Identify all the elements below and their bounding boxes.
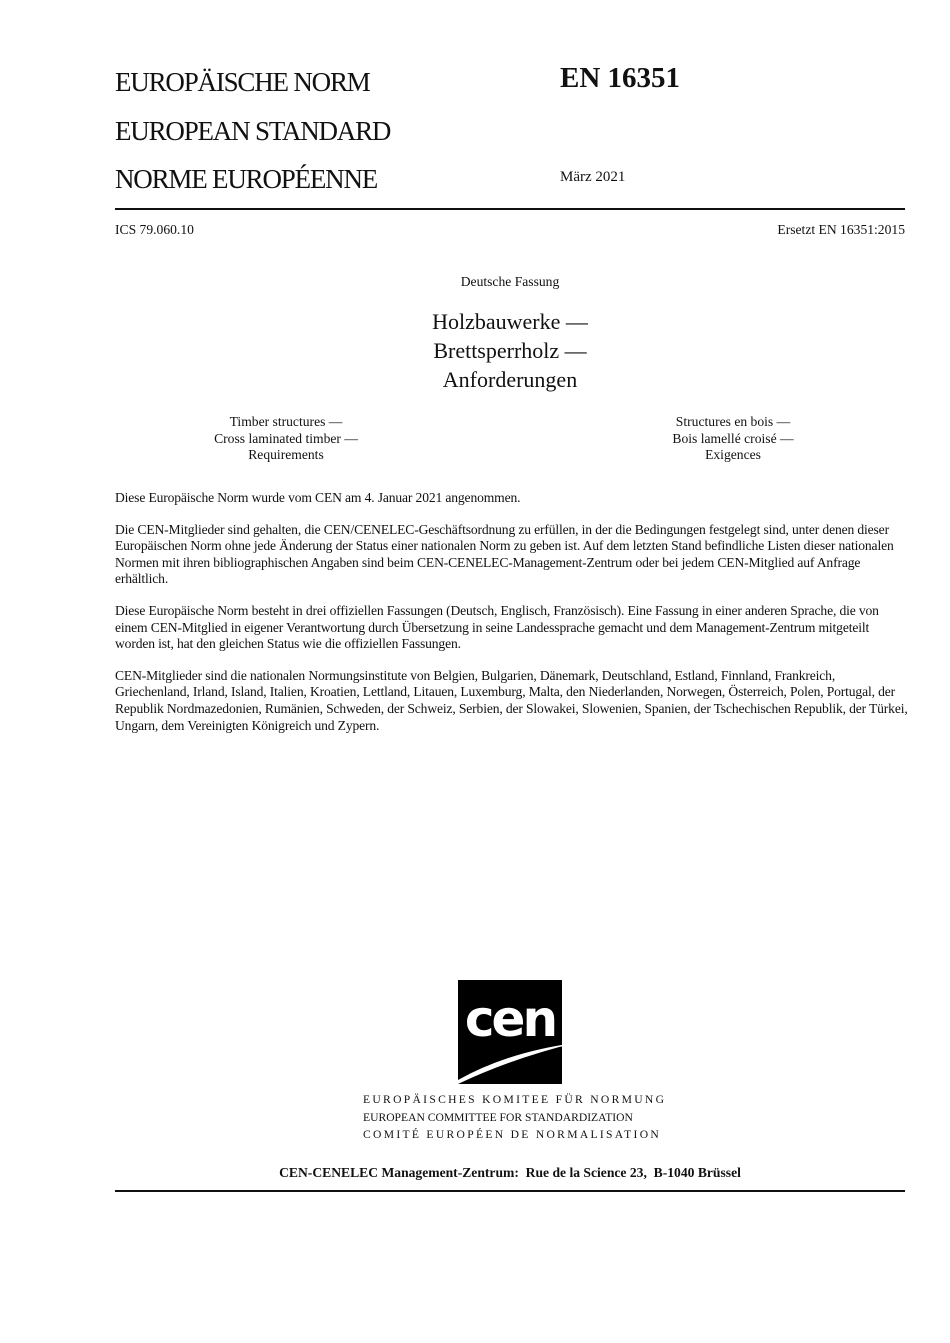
paragraph-member-list: CEN-Mitglieder sind die nationalen Normungsinstitute von Belgien, Bulgarien, Dänemark, Deutschland, Estland, Finnland, Frankreich, Griechenland, Irland, Island, Italien, Kroatien, Lettland, Litauen, Luxemburg, Malta, den Niederlanden, Norwegen, Österreich, Polen, Portugal, der Republik Nordmazedonien, Rumänien, Schweden, der Schweiz, Serbien, der Slowakei, Slowenien, Spanien, der Tschechischen Republik, der Türkei, Ungarn, dem Vereinigten Königreich und Zypern. — [115, 667, 908, 733]
svg-text:cen: cen — [464, 990, 556, 1048]
english-title-line: Timber structures — — [229, 414, 343, 429]
document-title — [310, 307, 710, 394]
committee-name-de: EUROPÄISCHES KOMITEE FÜR NORMUNG — [363, 1093, 667, 1106]
version-label: Deutsche Fassung — [460, 274, 560, 289]
title-line: Brettsperrholz — — [433, 338, 587, 363]
footer-rule — [115, 1190, 905, 1192]
title-line: Anforderungen — [442, 367, 578, 392]
body-text — [115, 490, 910, 749]
title-german: EUROPÄISCHE NORM — [115, 67, 370, 97]
ics-code: ICS 79.060.10 — [115, 222, 194, 237]
committee-names — [363, 1091, 667, 1144]
title-line: Holzbauwerke — — [432, 309, 588, 334]
paragraph-official-versions: Diese Europäische Norm besteht in drei offiziellen Fassungen (Deutsch, Englisch, Französisch). Eine Fassung in einer anderen Sprache, die von einem CEN-Mitglied in eigener Verantwortung durch Übersetzung in seine Landessprache gemacht und dem Management-Zentrum mitgeteilt worden ist, hat den gleichen Status wie die offiziellen Fassungen. — [115, 602, 879, 652]
committee-name-fr: COMITÉ EUROPÉEN DE NORMALISATION — [363, 1128, 662, 1141]
paragraph-adoption: Diese Europäische Norm wurde vom CEN am 4. Januar 2021 angenommen. — [115, 490, 521, 505]
english-title — [166, 414, 406, 464]
supersedes: Ersetzt EN 16351:2015 — [777, 222, 905, 237]
header-rule — [115, 208, 905, 210]
footer-address: CEN-CENELEC Management-Zentrum: Rue de la Science 23, B-1040 Brüssel — [279, 1165, 741, 1180]
french-title — [613, 414, 853, 464]
french-title-line: Exigences — [705, 447, 761, 463]
paragraph-members-obligation: Die CEN-Mitglieder sind gehalten, die CEN/CENELEC-Geschäftsordnung zu erfüllen, in der die Bedingungen festgelegt sind, unter denen dieser Europäischen Norm ohne jede Änderung der Status einer nationalen Norm zu geben ist. Auf dem letzten Stand befindliche Listen dieser nationalen Normen mit ihren bibliographischen Angaben sind beim CEN-CENELEC-Management-Zentrum oder bei jedem CEN-Mitglied auf Anfrage erhältlich. — [115, 521, 894, 587]
cen-logo — [458, 980, 576, 1084]
standard-number: EN 16351 — [560, 62, 681, 94]
title-french: NORME EUROPÉENNE — [115, 164, 378, 194]
french-title-line: Structures en bois — — [675, 414, 791, 429]
title-english: EUROPEAN STANDARD — [115, 116, 391, 146]
committee-name-en: EUROPEAN COMMITTEE FOR STANDARDIZATION — [363, 1110, 633, 1124]
english-title-line: Cross laminated timber — — [214, 430, 358, 446]
french-title-line: Bois lamellé croisé — — [672, 430, 794, 446]
publication-date: März 2021 — [560, 169, 626, 185]
english-title-line: Requirements — [248, 447, 324, 463]
